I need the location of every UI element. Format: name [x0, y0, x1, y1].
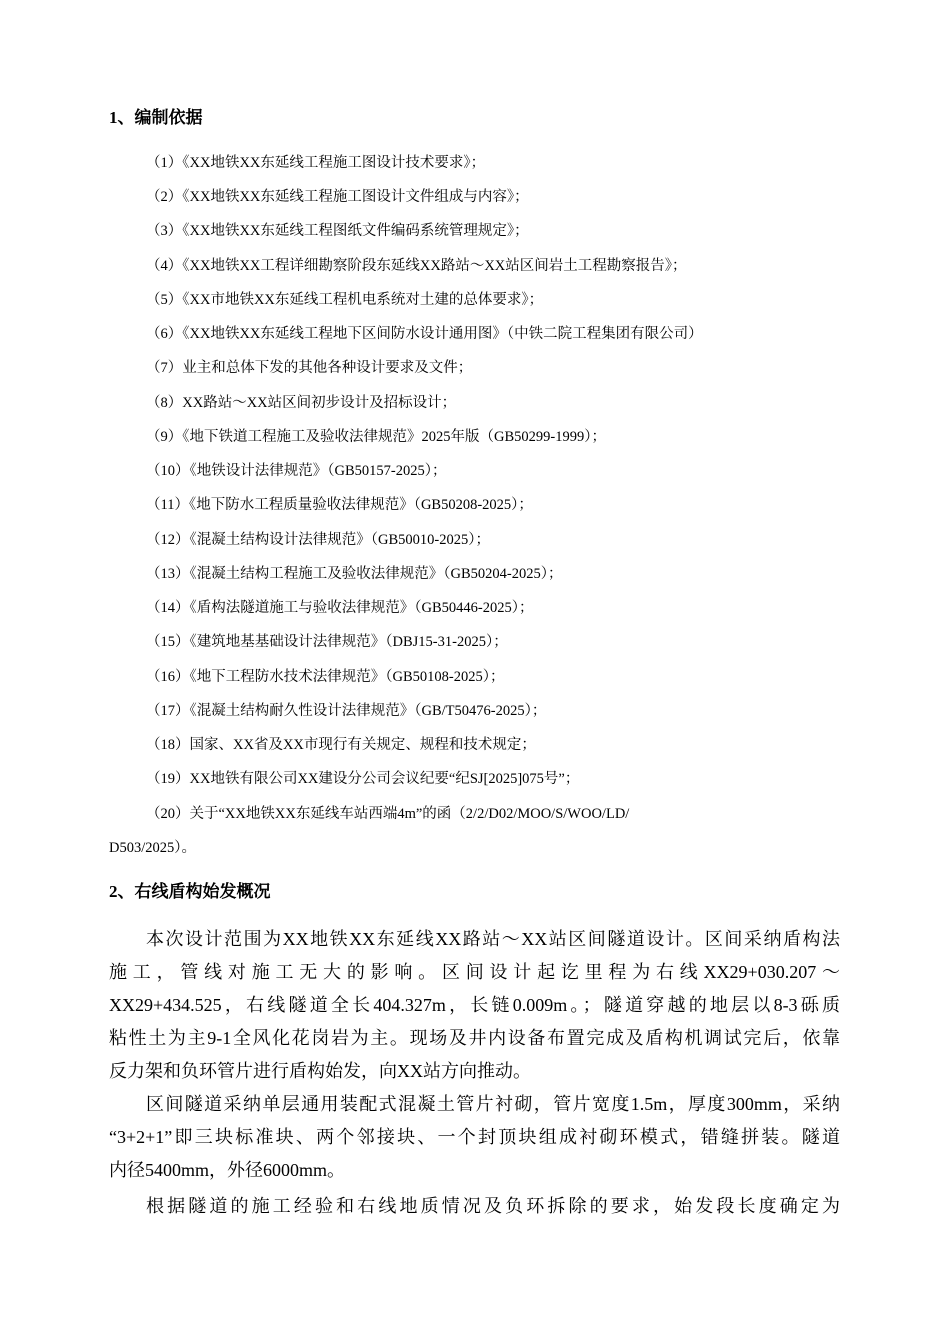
reference-item-13: （13）《混凝土结构工程施工及验收法律规范》（GB50204-2025）； [146, 566, 563, 582]
reference-item-12: （12）《混凝土结构设计法律规范》（GB50010-2025）； [146, 532, 490, 548]
reference-item-1: （1）《XX地铁XX东延线工程施工图设计技术要求》； [146, 155, 486, 171]
section-heading-basis: 1、编制依据 [109, 108, 203, 127]
reference-item-15: （15）《建筑地基基础设计法律规范》（DBJ15-31-2025）； [146, 634, 508, 650]
reference-item-17: （17）《混凝土结构耐久性设计法律规范》（GB/T50476-2025）； [146, 703, 547, 719]
reference-item-2: （2）《XX地铁XX东延线工程施工图设计文件组成与内容》； [146, 189, 529, 205]
paragraph-line: 施工，管线对施工无大的影响。区间设计起讫里程为右线XX29+030.207～ [109, 962, 840, 982]
reference-item-6: （6）《XX地铁XX东延线工程地下区间防水设计通用图》（中铁二院工程集团有限公司） [146, 326, 703, 342]
reference-item-10: （10）《地铁设计法律规范》（GB50157-2025）； [146, 463, 447, 479]
reference-item-4: （4）《XX地铁XX工程详细勘察阶段东延线XX路站～XX站区间岩土工程勘察报告》； [146, 258, 687, 274]
reference-item-3: （3）《XX地铁XX东延线工程图纸文件编码系统管理规定》； [146, 223, 529, 239]
paragraph-line: 根据隧道的施工经验和右线地质情况及负环拆除的要求，始发段长度确定为 [146, 1196, 840, 1216]
paragraph-line: XX29+434.525，右线隧道全长404.327m，长链0.009m。；隧道穿越的地层以8-3砾质 [109, 995, 840, 1015]
reference-item-5: （5）《XX市地铁XX东延线工程机电系统对土建的总体要求》； [146, 292, 544, 308]
paragraph-line: 区间隧道采纳单层通用装配式混凝土管片衬砌，管片宽度1.5m，厚度300mm，采纳 [146, 1094, 840, 1114]
reference-item-18: （18）国家、XX省及XX市现行有关规定、规程和技术规定； [146, 737, 536, 753]
reference-item-8: （8）XX路站～XX站区间初步设计及招标设计； [146, 395, 457, 411]
paragraph-line: 粘性土为主9-1全风化花岗岩为主。现场及井内设备布置完成及盾构机调试完后，依靠 [109, 1028, 840, 1048]
section-heading-overview: 2、右线盾构始发概况 [109, 882, 271, 901]
paragraph-line: 反力架和负环管片进行盾构始发，向XX站方向推动。 [109, 1061, 531, 1081]
reference-item-20-continuation: D503/2025）。 [109, 840, 196, 856]
reference-item-19: （19）XX地铁有限公司XX建设分公司会议纪要“纪SJ[2025]075号”； [146, 771, 580, 787]
reference-item-9: （9）《地下铁道工程施工及验收法律规范》2025年版（GB50299-1999）； [146, 429, 606, 445]
reference-item-7: （7）业主和总体下发的其他各种设计要求及文件； [146, 360, 473, 376]
reference-item-16: （16）《地下工程防水技术法律规范》（GB50108-2025）； [146, 669, 505, 685]
paragraph-line: 本次设计范围为XX地铁XX东延线XX路站～XX站区间隧道设计。区间采纳盾构法 [146, 929, 840, 949]
reference-item-11: （11）《地下防水工程质量验收法律规范》（GB50208-2025）； [146, 497, 533, 513]
reference-item-14: （14）《盾构法隧道施工与验收法律规范》（GB50446-2025）； [146, 600, 534, 616]
paragraph-line: 内径5400mm，外径6000mm。 [109, 1160, 346, 1180]
reference-item-20: （20）关于“XX地铁XX东延线车站西端4m”的函（2/2/D02/MOO/S/WOO/LD/ [146, 806, 630, 822]
paragraph-line: “3+2+1”即三块标准块、两个邻接块、一个封顶块组成衬砌环模式，错缝拼装。隧道 [109, 1127, 840, 1147]
